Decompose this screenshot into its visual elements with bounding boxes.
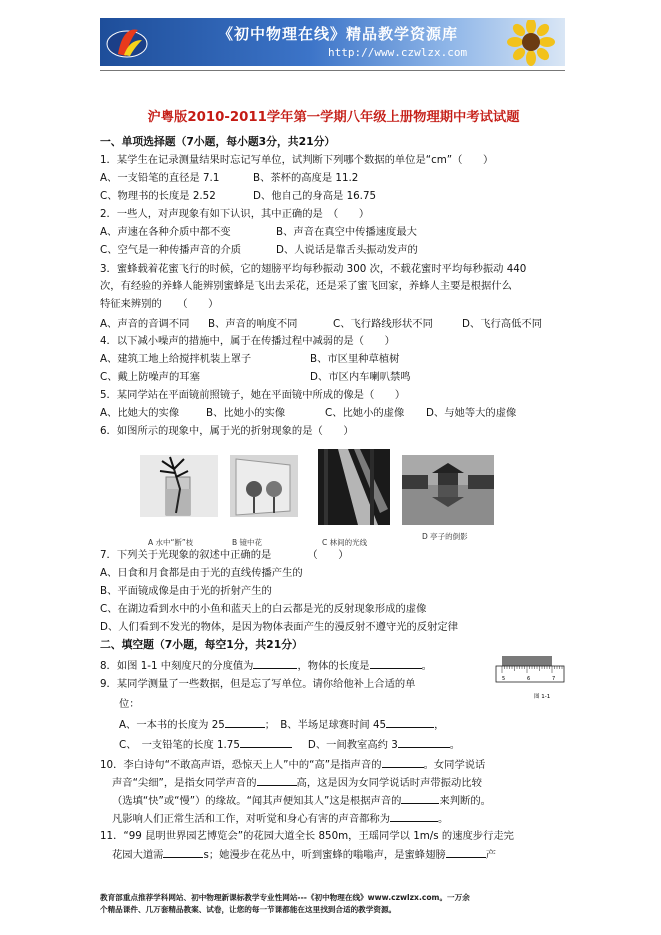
q9-line1: 9．某同学测量了一些数据，但是忘了写单位。请你给他补上合适的单 bbox=[100, 678, 416, 690]
q10-blank-1[interactable] bbox=[382, 757, 424, 768]
q9-r1c: ， bbox=[434, 719, 445, 731]
q3-option-a: A、声音的音调不同 bbox=[100, 318, 190, 330]
q11-l2b: s；她漫步在花丛中，听到蜜蜂的嗡嗡声，是蜜蜂翅膀 bbox=[203, 849, 446, 861]
q7-option-d: D、人们看到不发光的物体，是因为物体表面产生的漫反射不遵守光的反射定律 bbox=[100, 621, 459, 633]
q4-option-a: A、建筑工地上给搅拌机装上罩子 bbox=[100, 353, 252, 365]
q2-option-d: D、人说话是靠舌头振动发声的 bbox=[276, 244, 418, 256]
page-footer bbox=[100, 892, 570, 916]
q6-caption-b: B 镜中花 bbox=[232, 538, 263, 547]
twig-in-water-image bbox=[140, 455, 218, 517]
q9-blank-b[interactable] bbox=[386, 717, 434, 728]
q2-option-b: B、声音在真空中传播速度最大 bbox=[276, 226, 417, 238]
q4-option-d: D、市区内车喇叭禁鸣 bbox=[310, 371, 411, 383]
ruler-label-6: 6 bbox=[527, 676, 531, 682]
q9-r2c: 。 bbox=[449, 739, 461, 751]
q9-row2 bbox=[119, 737, 460, 752]
site-logo-icon bbox=[104, 22, 150, 62]
footer-line2: 个精品课件、几万套精品教案、试卷，让您的每一节课都能在这里找到合适的教学资源。 bbox=[100, 905, 397, 914]
q1-option-c: C、物理书的长度是 2.52 bbox=[100, 190, 216, 202]
q10-l4b: 。 bbox=[438, 813, 449, 825]
q3-stem-line3: 特征来辨别的 （ ） bbox=[100, 298, 219, 310]
q10-line2 bbox=[112, 775, 482, 790]
q8-text-2: ，物体的长度是 bbox=[297, 660, 370, 672]
q9-r1b: ； B、半场足球赛时间 45 bbox=[264, 719, 387, 731]
q9-row1 bbox=[119, 717, 444, 732]
measured-object bbox=[502, 656, 552, 666]
q11-line1: 11．“99 昆明世界园艺博览会”的花园大道全长 850m，王瑶同学以 1m/s 的速度步行走完 bbox=[100, 830, 514, 842]
q5-option-a: A、比她大的实像 bbox=[100, 407, 180, 419]
q1-option-a: A、一支铅笔的直径是 7.1 bbox=[100, 172, 220, 184]
q11-l2c: 产 bbox=[485, 849, 496, 861]
q7-option-c: C、在湖边看到水中的小鱼和蓝天上的白云都是光的反射现象形成的虚像 bbox=[100, 603, 427, 615]
header-rule bbox=[100, 70, 565, 71]
q3-stem-line1: 3．蜜蜂载着花蜜飞行的时候，它的翅膀平均每秒振动 300 次，不载花蜜时平均每秒振动 440 bbox=[100, 263, 527, 275]
q7-stem: 7．下列关于光现象的叙述中正确的是 （ ） bbox=[100, 549, 349, 561]
q9-r2b: D、一间教室高约 3 bbox=[307, 739, 398, 751]
q6-figure-row bbox=[140, 455, 500, 547]
q8-line bbox=[100, 658, 432, 673]
pavilion-reflection-image bbox=[402, 455, 494, 525]
q5-stem: 5．某同学站在平面镜前照镜子，她在平面镜中所成的像是（ ） bbox=[100, 389, 406, 401]
q6-caption-c: C 林间的光线 bbox=[322, 538, 368, 547]
q5-option-b: B、比她小的实像 bbox=[206, 407, 286, 419]
q10-line3 bbox=[112, 793, 491, 808]
q10-blank-3[interactable] bbox=[401, 793, 439, 804]
q1-stem: 1．某学生在记录测量结果时忘记写单位，试判断下列哪个数据的单位是“cm”（ ） bbox=[100, 154, 494, 166]
q3-option-d: D、飞行高低不同 bbox=[462, 318, 543, 330]
q6-photo-a bbox=[140, 455, 218, 547]
q6-photo-b bbox=[230, 455, 298, 547]
q10-line4 bbox=[112, 811, 448, 826]
q10-blank-2[interactable] bbox=[257, 775, 297, 786]
q9-r1a: A、一本书的长度为 25 bbox=[119, 719, 225, 731]
section-heading-fill: 二、填空题（7小题，每空1分，共21分） bbox=[100, 638, 303, 651]
q6-photo-d bbox=[402, 455, 494, 541]
q9-blank-d[interactable] bbox=[398, 737, 450, 748]
banner-title: 《初中物理在线》精品教学资源库 bbox=[218, 25, 459, 43]
q6-photo-c bbox=[318, 449, 390, 547]
q3-stem-line2: 次，有经验的养蜂人能辨别蜜蜂是飞出去采花，还是采了蜜飞回家，养蜂人主要是根据什么 bbox=[100, 280, 512, 292]
q2-option-a: A、声速在各种介质中都不变 bbox=[100, 226, 231, 238]
q4-option-c: C、戴上防噪声的耳塞 bbox=[100, 371, 200, 383]
ruler-label-5: 5 bbox=[502, 676, 506, 682]
q8-blank-1[interactable] bbox=[253, 658, 297, 669]
figure-label: 图 1-1 bbox=[534, 694, 551, 700]
q10-l2b: 高，这是因为女同学说话时声带振动比较 bbox=[296, 777, 482, 789]
q5-option-d: D、与她等大的虚像 bbox=[426, 407, 517, 419]
q9-line2: 位： bbox=[119, 698, 140, 710]
header-banner bbox=[100, 18, 565, 66]
q8-blank-2[interactable] bbox=[370, 658, 422, 669]
sunflower-icon bbox=[497, 20, 557, 66]
q10-l3b: 来判断的。 bbox=[439, 795, 491, 807]
ruler-figure bbox=[494, 652, 566, 702]
q10-l1a: 10．李白诗句“不敢高声语，恐惊天上人”中的“高”是指声音的 bbox=[100, 759, 382, 771]
q1-option-b: B、茶杯的高度是 11.2 bbox=[253, 172, 359, 184]
mirror-flower-image bbox=[230, 455, 298, 517]
ruler-label-7: 7 bbox=[552, 676, 556, 682]
q2-stem: 2．一些人，对声现象有如下认识，其中正确的是 （ ） bbox=[100, 208, 370, 220]
q6-stem: 6．如图所示的现象中，属于光的折射现象的是（ ） bbox=[100, 425, 354, 437]
q10-l2a: 声音“尖细”，是指女同学声音的 bbox=[112, 777, 257, 789]
q8-text-1: 8．如图 1-1 中刻度尺的分度值为 bbox=[100, 660, 254, 672]
q2-option-c: C、空气是一种传播声音的介质 bbox=[100, 244, 242, 256]
q10-blank-4[interactable] bbox=[390, 811, 438, 822]
q7-option-b: B、平面镜成像是由于光的折射产生的 bbox=[100, 585, 272, 597]
forest-light-image bbox=[318, 449, 390, 525]
q10-l1b: 。女同学说话 bbox=[423, 759, 486, 771]
q8-text-3: 。 bbox=[421, 660, 432, 672]
q5-option-c: C、比她小的虚像 bbox=[325, 407, 405, 419]
q11-blank-2[interactable] bbox=[446, 847, 486, 858]
q4-option-b: B、市区里种草植树 bbox=[310, 353, 400, 365]
section-heading-choice: 一、单项选择题（7小题，每小题3分，共21分） bbox=[100, 135, 336, 148]
q3-option-b: B、声音的响度不同 bbox=[208, 318, 298, 330]
q11-blank-1[interactable] bbox=[163, 847, 203, 858]
q6-caption-a: A 水中“断”枝 bbox=[148, 538, 194, 547]
q9-blank-c[interactable] bbox=[240, 737, 292, 748]
q11-line2 bbox=[112, 847, 496, 862]
document-title: 沪粤版2010-2011学年第一学期八年级上册物理期中考试试题 bbox=[147, 110, 520, 125]
q11-l2a: 花园大道需 bbox=[112, 849, 164, 861]
q1-option-d: D、他自己的身高是 16.75 bbox=[253, 190, 377, 202]
banner-url[interactable]: http://www.czwlzx.com bbox=[328, 46, 468, 59]
q7-option-a: A、日食和月食都是由于光的直线传播产生的 bbox=[100, 567, 303, 579]
footer-line1: 教育部重点推荐学科网站、初中物理新课标教学专业性网站---《初中物理在线》www.czwlzx.com。一万余 bbox=[100, 893, 470, 902]
q10-l3: （选填“快”或“慢”）的缘故。“闻其声便知其人”这是根据声音的 bbox=[112, 795, 402, 807]
q10-line1 bbox=[100, 757, 485, 772]
q9-blank-a[interactable] bbox=[225, 717, 265, 728]
q3-option-c: C、飞行路线形状不同 bbox=[333, 318, 433, 330]
q9-r2a: C、 一支铅笔的长度 1.75 bbox=[119, 739, 240, 751]
q4-stem: 4．以下减小噪声的措施中，属于在传播过程中减弱的是（ ） bbox=[100, 335, 395, 347]
q6-caption-d: D 亭子的倒影 bbox=[422, 532, 468, 541]
q10-l4a: 凡影响人们正常生活和工作，对听觉和身心有害的声音都称为 bbox=[112, 813, 391, 825]
